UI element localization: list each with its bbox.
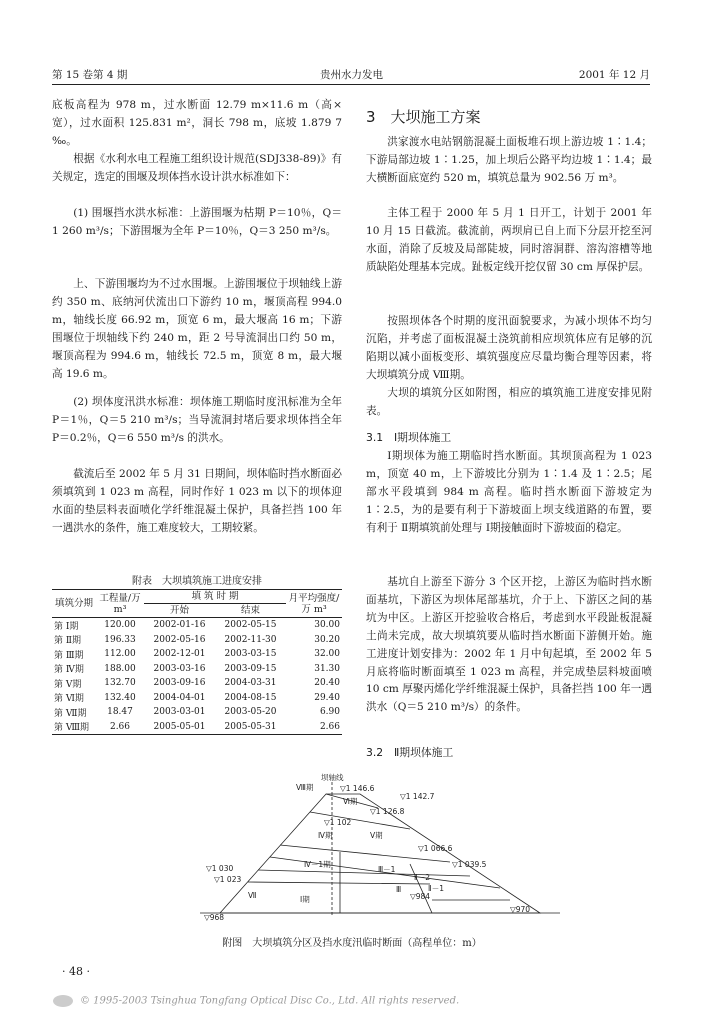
cell-rate: 30.20	[314, 634, 340, 645]
journal-date: 2001 年 12 月	[578, 69, 650, 81]
subsection-3-1: 3.1 Ⅰ期坝体施工	[366, 431, 452, 444]
para-left-1: 底板高程为 978 m，过水断面 12.79 m×11.6 m（高×宽），过水面积 125.831 m²，洞长 798 m，底坡 1.879 7 ‰。	[52, 99, 342, 147]
cell-start: 2003-03-16	[153, 663, 206, 674]
zone-label-6: Ⅵ期	[343, 797, 358, 806]
cell-volume: 112.00	[104, 649, 136, 660]
page-number: · 48 ·	[62, 965, 90, 978]
copyright-text: © 1995-2003 Tsinghua Tongfang Optical Disc Co., Ltd. All rights reserved.	[80, 995, 460, 1007]
th-end: 结束	[215, 604, 286, 618]
elev-984: ▽984	[410, 892, 431, 901]
elev-1126-8: ▽1 126.8	[370, 807, 405, 816]
journal-name: 贵州水力发电	[320, 69, 383, 81]
cell-end: 2003-03-15	[224, 649, 277, 660]
para-left-6: 截流后至 2002 年 5 月 31 日期间，坝体临时挡水断面必须填筑到 1 023 m 高程，同时作好 1 023 m 以下的坝体迎水面的垫层料表面喷化学纤维混凝土保护，具备拦挡 100 年一遇洪水的条件，施工难度较大，工期较紧。	[52, 468, 342, 534]
cell-end: 2002-05-15	[224, 620, 277, 631]
table-row	[52, 633, 342, 648]
cell-period: 第 Ⅱ期	[54, 636, 81, 647]
cell-volume: 132.70	[104, 678, 136, 689]
zone-label-1: Ⅰ期	[300, 895, 310, 904]
cell-end: 2005-05-31	[224, 721, 277, 732]
subsection-3-2: 3.2 Ⅱ期坝体施工	[366, 746, 454, 759]
zone-label-3-1: Ⅲ－1	[378, 865, 396, 874]
table-row	[52, 676, 342, 691]
para-right-5: Ⅰ期坝体为施工期临时挡水断面。其坝顶高程为 1 023 m，顶宽 40 m，上下游坡比分别为 1∶1.4 及 1∶2.5；尾部水平段填到 984 m 高程。临时挡水断面下游坡定为 1∶2.5，为的是要有利于下游坡面上坝支线道路的布置，要有利于 Ⅱ期填筑前处理与 Ⅰ期接触面时下游坡面的稳定。	[366, 450, 652, 534]
cell-rate: 29.40	[314, 692, 340, 703]
elev-1146-6: ▽1 146.6	[340, 784, 375, 793]
elev-970: ▽970	[510, 905, 531, 914]
elev-1066-6: ▽1 066.6	[418, 844, 453, 853]
elev-1142-7: ▽1 142.7	[400, 792, 435, 801]
elev-1039-5: ▽1 039.5	[452, 860, 487, 869]
journal-volume: 第 15 卷第 4 期	[52, 69, 128, 81]
para-left-5: (2) 坝体度汛洪水标准：坝体施工期临时度汛标准为全年 P＝1％，Q＝5 210 m³/s；当导流洞封堵后要求坝体挡全年 P＝0.2％，Q＝6 550 m³/s 的洪水。	[52, 396, 342, 444]
para-right-1: 洪家渡水电站钢筋混凝土面板堆石坝上游边坡 1∶1.4；下游局部边坡 1∶1.25，加上坝后公路平均边坡 1∶1.4；最大横断面底宽约 520 m，填筑总量为 902.56 万 m³。	[366, 136, 652, 184]
cell-start: 2003-09-16	[153, 678, 206, 689]
cell-period: 第 Ⅶ期	[54, 708, 87, 719]
cell-start: 2002-12-01	[153, 649, 206, 660]
cell-end: 2002-11-30	[224, 634, 277, 645]
elev-1102: ▽1 102	[324, 818, 352, 827]
copyright-footer	[52, 994, 652, 1008]
para-left-3: (1) 围堰挡水洪水标准：上游围堰为枯期 P＝10％，Q＝1 260 m³/s；下游围堰为全年 P＝10％，Q＝3 250 m³/s。	[52, 207, 342, 237]
cell-period: 第 Ⅷ期	[54, 723, 90, 734]
zone-label-5: Ⅴ期	[370, 831, 383, 840]
cell-rate: 30.00	[314, 620, 340, 631]
para-right-3: 按照坝体各个时期的度汛面貌要求，为减小坝体不均匀沉陷，并考虑了面板混凝土浇筑前相应坝筑体应有足够的沉陷期以减小面板变形、填筑强度应尽量均衡合理等因素，将大坝填筑分成 Ⅷ期。	[366, 315, 652, 381]
cell-start: 2004-04-01	[153, 692, 206, 703]
dam-section-figure	[200, 772, 560, 922]
schedule-table	[52, 589, 342, 735]
th-period: 填筑分期	[52, 590, 96, 618]
cell-volume: 120.00	[104, 620, 136, 631]
zone-label-8: Ⅷ期	[296, 783, 314, 792]
cell-start: 2002-05-16	[153, 634, 206, 645]
axis-label: 坝轴线	[321, 773, 344, 782]
th-start: 开始	[144, 604, 215, 618]
cell-start: 2005-05-01	[153, 721, 206, 732]
table-row	[52, 647, 342, 662]
zone-label-4-1: Ⅳ－1期	[304, 860, 331, 869]
table-row	[52, 720, 342, 735]
cell-end: 2004-08-15	[224, 692, 277, 703]
th-schedule: 填 筑 时 期	[144, 590, 286, 604]
elev-1030: ▽1 030	[206, 864, 234, 873]
cell-volume: 18.47	[107, 707, 133, 718]
para-right-6: 基坑自上游至下游分 3 个区开挖，上游区为临时挡水断面基坑，下游区为坝体尾部基坑，介于上、下游区之间的基坑为中区。上游区开挖验收合格后，考虑到水平段趾板混凝土尚未完成，故大坝填筑要从临时挡水断面下游侧开始。施工进度计划安排为：2002 年 1 月中旬起填，至 2002 年 5 月底将临时断面填至 1 023 m 高程，并完成垫层料坡面喷 10 cm 厚聚丙烯化学纤维混凝土保护，具备拦挡 100 年一遇洪水（Q＝5 210 m³/s）的条件。	[366, 576, 652, 714]
zone-label-2-1: Ⅱ－1	[428, 884, 444, 893]
section-title: 3 大坝施工方案	[366, 108, 481, 126]
cell-rate: 6.90	[319, 707, 340, 718]
elev-968: ▽968	[204, 913, 225, 922]
cell-period: 第 Ⅲ期	[54, 650, 84, 661]
cell-volume: 196.33	[104, 634, 136, 645]
zone-label-4: Ⅳ期	[318, 831, 333, 840]
cell-volume: 188.00	[104, 663, 136, 674]
publisher-logo-icon	[52, 994, 74, 1008]
cell-end: 2004-03-31	[224, 678, 277, 689]
para-left-4: 上、下游围堰均为不过水围堰。上游围堰位于坝轴线上游约 350 m、底纳河伏流出口下游约 10 m，堰顶高程 994.0 m，轴线长度 66.92 m，顶宽 6 m，最大堰高 16 m；下游围堰位于坝轴线下约 240 m，距 2 号导流洞出口约 50 m，堰顶高程为 994.6 m，轴线长 72.5 m，顶宽 8 m，最大堰高 19.6 m。	[52, 278, 342, 380]
cell-period: 第 Ⅰ期	[54, 621, 79, 632]
para-right-4: 大坝的填筑分区如附图，相应的填筑施工进度安排见附表。	[366, 387, 652, 417]
th-volume: 工程量/万 m³	[96, 590, 144, 618]
table-row	[52, 618, 342, 633]
zone-label-3: Ⅲ	[396, 885, 402, 894]
cell-rate: 2.66	[319, 721, 340, 732]
table-row	[52, 691, 342, 706]
running-header	[52, 66, 650, 85]
figure-caption: 附图 大坝填筑分区及挡水度汛临时断面（高程单位：m）	[222, 938, 482, 949]
para-right-2: 主体工程于 2000 年 5 月 1 日开工，计划于 2001 年 10 月 15 日截流。截流前，两坝肩已自上而下分层开挖至河水面，消除了反坡及局部陡坡，同时溶洞群、溶沟溶槽等地质缺陷处理基本完成。趾板定线开挖仅留 30 cm 厚保护层。	[366, 207, 652, 273]
cell-period: 第 Ⅵ期	[54, 694, 84, 705]
table-row	[52, 662, 342, 677]
cell-end: 2003-05-20	[224, 707, 277, 718]
cell-start: 2003-03-01	[153, 707, 206, 718]
para-left-2: 根据《水利水电工程施工组织设计规范(SDJ338-89)》有关规定，选定的围堰及坝体挡水设计洪水标准如下：	[52, 153, 342, 183]
zone-label-7: Ⅶ	[248, 891, 257, 900]
cell-period: 第 Ⅳ期	[54, 665, 84, 676]
zone-line-5	[258, 870, 470, 876]
cell-rate: 31.30	[314, 663, 340, 674]
table-row	[52, 705, 342, 720]
cell-volume: 132.40	[104, 692, 136, 703]
table-caption: 附表 大坝填筑施工进度安排	[132, 576, 262, 587]
cell-period: 第 Ⅴ期	[54, 679, 82, 690]
zone-label-2-2: Ⅱ－2	[414, 873, 430, 882]
cell-start: 2002-01-16	[153, 620, 206, 631]
zone-line-6	[248, 882, 430, 884]
cell-end: 2003-09-15	[224, 663, 277, 674]
th-rate: 月平均强度/万 m³	[286, 590, 342, 618]
cell-volume: 2.66	[109, 721, 131, 732]
cell-rate: 32.00	[314, 649, 340, 660]
cell-rate: 20.40	[314, 678, 340, 689]
elev-1023: ▽1 023	[214, 875, 242, 884]
